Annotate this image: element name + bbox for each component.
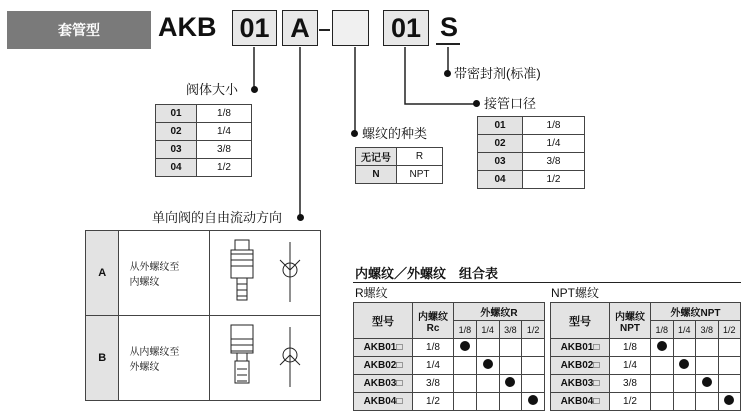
direction-desc-line2: 内螺纹 [129, 277, 160, 288]
code-prefix: AKB [158, 12, 217, 42]
table-row [551, 375, 741, 393]
male-cell [718, 357, 741, 375]
table-row [551, 357, 741, 375]
valve-drawing-cell [210, 316, 321, 401]
size-header: 1/4 [673, 321, 696, 339]
male-cell [651, 375, 674, 393]
male-cell [673, 339, 696, 357]
table-row [478, 171, 585, 189]
table-row [354, 357, 545, 375]
table-row [354, 375, 545, 393]
male-cell [454, 339, 477, 357]
npt-thread-label: NPT螺纹 [551, 286, 600, 300]
male-cell [696, 339, 719, 357]
male-cell [522, 393, 545, 411]
valve-size-table [155, 104, 252, 177]
compatible-dot [679, 359, 689, 369]
male-cell [651, 339, 674, 357]
male-cell [476, 339, 499, 357]
direction-table [85, 230, 321, 401]
model-cell: AKB01□ [551, 339, 610, 357]
model-header: 型号 [354, 303, 413, 339]
model-cell: AKB04□ [354, 393, 413, 411]
table-row [156, 105, 252, 123]
male-cell [476, 357, 499, 375]
code-cell: 04 [156, 159, 197, 177]
check-dir-label: 单向阀的自由流动方向 [152, 210, 283, 225]
direction-code: A [86, 231, 119, 316]
model-cell: AKB02□ [551, 357, 610, 375]
male-cell [718, 393, 741, 411]
female-cell: 3/8 [610, 375, 651, 393]
port-dot [473, 100, 480, 107]
size-header: 3/8 [499, 321, 522, 339]
compatible-dot [702, 377, 712, 387]
table-row [551, 393, 741, 411]
size-header: 1/8 [651, 321, 674, 339]
table-row [356, 148, 443, 166]
male-cell [499, 375, 522, 393]
check-valve-drawing [210, 317, 320, 397]
code-suffix: S [440, 12, 459, 42]
thread-label: 螺纹的种类 [362, 126, 428, 141]
check-valve-drawing [210, 232, 320, 312]
value-cell: 1/8 [523, 117, 585, 135]
table-row [354, 339, 545, 357]
male-cell [696, 357, 719, 375]
thread-dot [351, 130, 358, 137]
male-cell [522, 357, 545, 375]
table-row [478, 135, 585, 153]
female-header-line1: 内螺纹 [615, 311, 645, 323]
male-cell [499, 393, 522, 411]
table-row [86, 231, 321, 316]
male-cell [696, 393, 719, 411]
male-cell [651, 357, 674, 375]
model-cell: AKB03□ [354, 375, 413, 393]
male-cell [476, 375, 499, 393]
male-cell [499, 339, 522, 357]
male-cell [718, 339, 741, 357]
value-cell: 3/8 [523, 153, 585, 171]
model-header: 型号 [551, 303, 610, 339]
table-row [478, 117, 585, 135]
female-cell: 1/8 [413, 339, 454, 357]
male-cell [718, 375, 741, 393]
value-cell: NPT [397, 166, 443, 184]
compatible-dot [505, 377, 515, 387]
male-cell [673, 375, 696, 393]
code-cell: 03 [478, 153, 523, 171]
female-cell: 1/2 [610, 393, 651, 411]
code-cell: 01 [478, 117, 523, 135]
direction-desc-line1: 从外螺纹至 [129, 262, 180, 273]
combo-r-table [353, 302, 545, 411]
table-row [478, 153, 585, 171]
male-cell [522, 375, 545, 393]
table-row [86, 316, 321, 401]
value-cell: R [397, 148, 443, 166]
type-header: 套管型 [7, 11, 151, 49]
r-thread-label: R螺纹 [355, 286, 388, 300]
value-cell: 1/2 [197, 159, 252, 177]
male-cell [673, 357, 696, 375]
model-cell: AKB04□ [551, 393, 610, 411]
model-cell: AKB02□ [354, 357, 413, 375]
direction-desc-line1: 从内螺纹至 [129, 347, 180, 358]
code-cell: 03 [156, 141, 197, 159]
male-cell [522, 339, 545, 357]
male-cell [651, 393, 674, 411]
direction-code: B [86, 316, 119, 401]
table-row [354, 393, 545, 411]
male-cell [696, 375, 719, 393]
male-cell [476, 393, 499, 411]
compatible-dot [460, 341, 470, 351]
table-row [156, 141, 252, 159]
thread-type-table [355, 147, 443, 184]
size-header: 1/2 [718, 321, 741, 339]
check-dir-dot [297, 214, 304, 221]
female-header [610, 303, 651, 339]
male-cell [454, 357, 477, 375]
valve-size-dot [251, 86, 258, 93]
code-cell: 04 [478, 171, 523, 189]
valve-drawing-cell [210, 231, 321, 316]
male-cell [673, 393, 696, 411]
male-cell [454, 393, 477, 411]
code-cell: 02 [156, 123, 197, 141]
female-header [413, 303, 454, 339]
seal-label: 带密封剂(标准) [454, 66, 541, 81]
table-row [156, 123, 252, 141]
male-cell [454, 375, 477, 393]
combo-npt-table [550, 302, 741, 411]
value-cell: 3/8 [197, 141, 252, 159]
code-box-size: 01 [232, 10, 277, 46]
compatible-dot [483, 359, 493, 369]
port-size-table [477, 116, 585, 189]
port-label: 接管口径 [484, 96, 537, 111]
value-cell: 1/2 [523, 171, 585, 189]
model-cell: AKB03□ [551, 375, 610, 393]
table-row [156, 159, 252, 177]
code-cell: 01 [156, 105, 197, 123]
value-cell: 1/4 [197, 123, 252, 141]
compatible-dot [657, 341, 667, 351]
size-header: 3/8 [696, 321, 719, 339]
male-cell [499, 357, 522, 375]
female-header-line2: Rc [426, 322, 440, 334]
code-cell: 02 [478, 135, 523, 153]
combo-title: 内螺纹／外螺纹 组合表 [355, 266, 499, 281]
size-header: 1/4 [476, 321, 499, 339]
model-cell: AKB01□ [354, 339, 413, 357]
direction-desc-line2: 外螺纹 [129, 362, 160, 373]
value-cell: 1/4 [523, 135, 585, 153]
female-cell: 1/2 [413, 393, 454, 411]
seal-dot [444, 70, 451, 77]
direction-desc [119, 316, 210, 401]
valve-size-label: 阀体大小 [186, 82, 239, 97]
female-cell: 1/4 [610, 357, 651, 375]
combo-title-rule [353, 282, 741, 283]
male-header: 外螺纹R [454, 303, 545, 321]
female-cell: 3/8 [413, 375, 454, 393]
female-cell: 1/4 [413, 357, 454, 375]
size-header: 1/8 [454, 321, 477, 339]
code-box-direction: A [282, 10, 318, 46]
code-box-port: 01 [383, 10, 429, 46]
size-header: 1/2 [522, 321, 545, 339]
header-row [551, 303, 741, 321]
header-row [354, 303, 545, 321]
table-row [551, 339, 741, 357]
table-row [356, 166, 443, 184]
value-cell: 1/8 [197, 105, 252, 123]
female-cell: 1/8 [610, 339, 651, 357]
male-header: 外螺纹NPT [651, 303, 741, 321]
code-cell: 无记号 [356, 148, 397, 166]
female-header-line2: NPT [620, 322, 640, 334]
code-cell: N [356, 166, 397, 184]
direction-desc [119, 231, 210, 316]
female-header-line1: 内螺纹 [418, 311, 448, 323]
